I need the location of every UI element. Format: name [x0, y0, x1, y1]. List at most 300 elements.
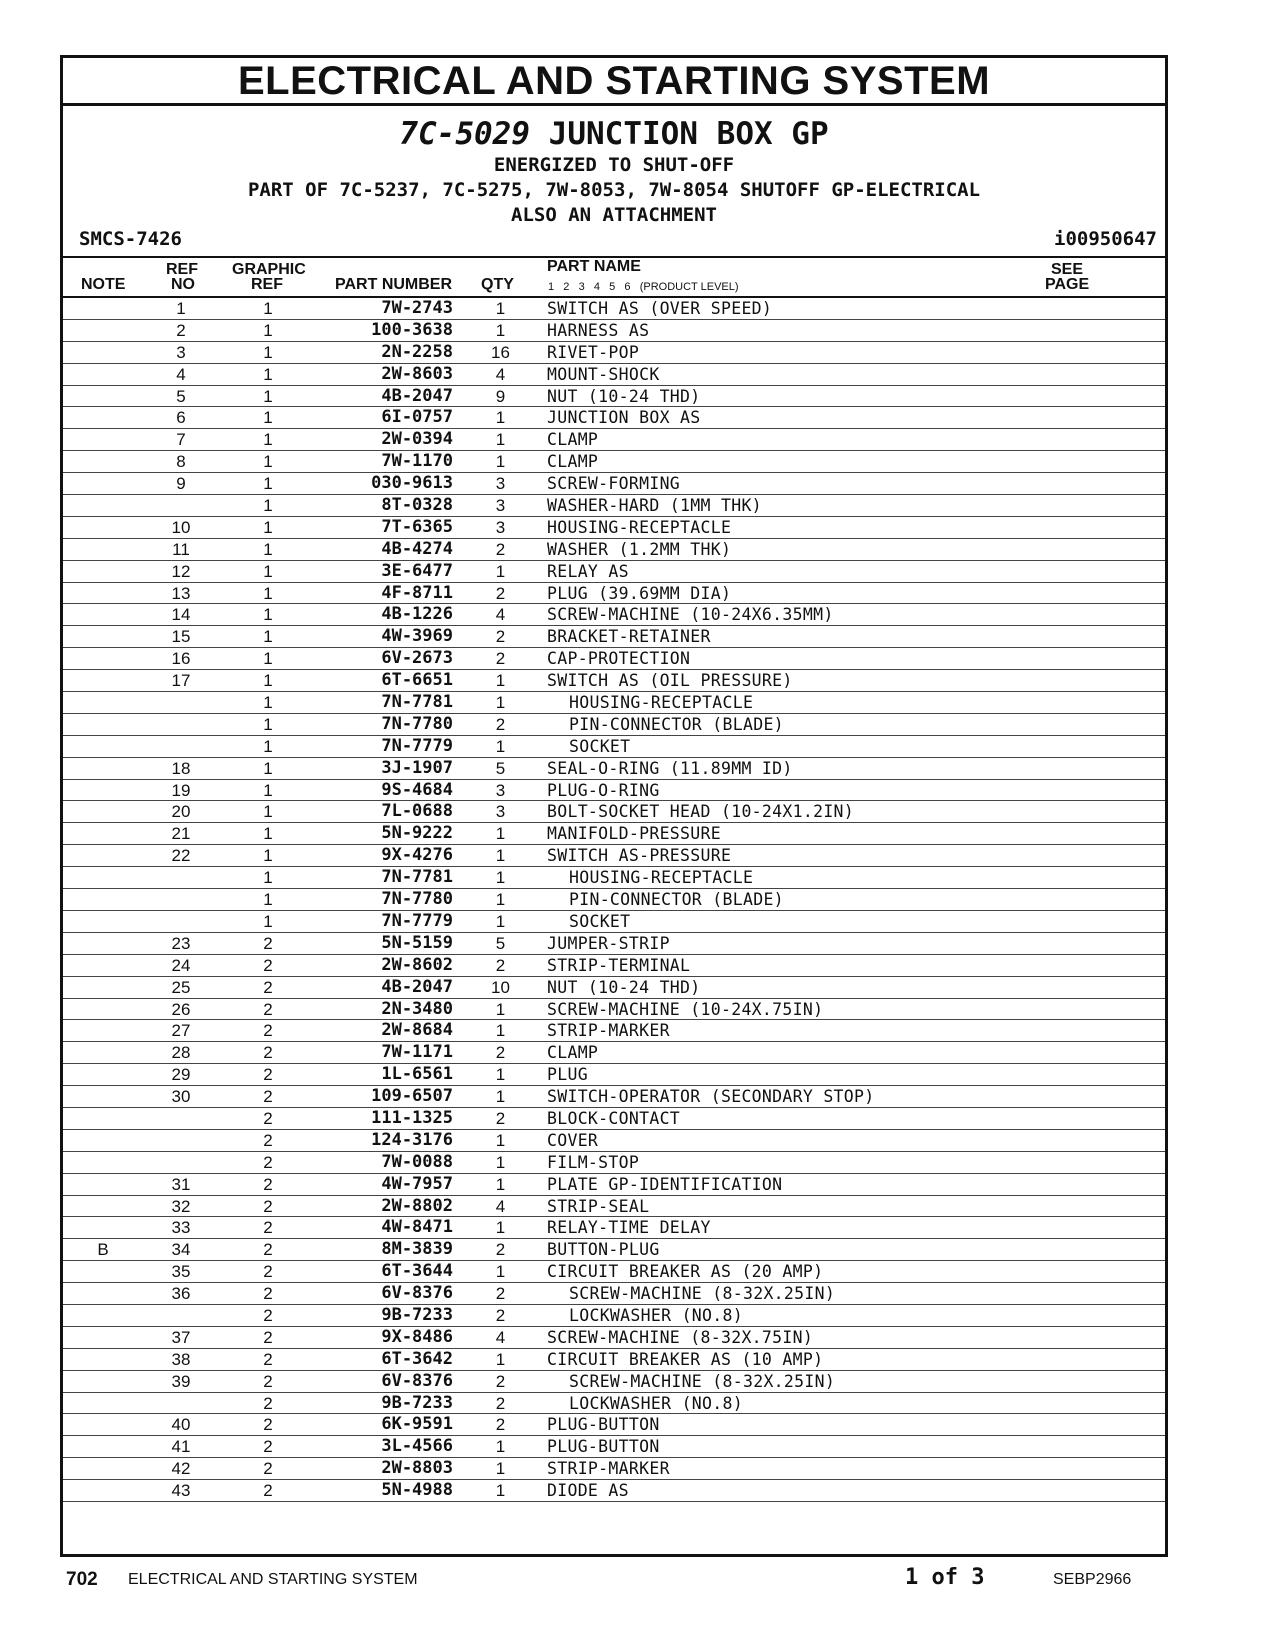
- part-number-cell: 7N-7779: [381, 910, 453, 931]
- qty-cell: 2: [495, 1415, 506, 1435]
- col-graphic-ref: REF: [251, 276, 283, 293]
- qty-cell: 1: [495, 452, 506, 472]
- part-name-cell: SOCKET: [569, 911, 631, 931]
- part-number-cell: 2N-3480: [381, 998, 453, 1019]
- qty-cell: 2: [495, 539, 506, 559]
- group-number: 7C-5029: [399, 116, 531, 152]
- part-number-cell: 8M-3839: [381, 1239, 453, 1260]
- ref-no-cell: 40: [171, 1415, 191, 1435]
- part-name-cell: SOCKET: [569, 736, 631, 756]
- part-number-cell: 9S-4684: [381, 779, 453, 800]
- ref-no-cell: 42: [171, 1459, 191, 1479]
- part-name-cell: PIN-CONNECTOR (BLADE): [569, 890, 784, 910]
- part-number-cell: 2W-8602: [381, 954, 453, 975]
- table-row: [63, 626, 1165, 648]
- ref-no-cell: 3: [176, 342, 186, 362]
- graphic-ref-cell: 1: [263, 868, 273, 888]
- group-title: [63, 116, 1165, 152]
- part-name-cell: STRIP-SEAL: [547, 1196, 650, 1216]
- table-row: [63, 1349, 1165, 1371]
- table-row: [63, 561, 1165, 583]
- part-number-cell: 4F-8711: [381, 582, 453, 603]
- graphic-ref-cell: 1: [263, 605, 273, 625]
- part-number-cell: 030-9613: [371, 473, 453, 494]
- part-name-cell: PIN-CONNECTOR (BLADE): [569, 714, 784, 734]
- part-name-cell: DIODE AS: [547, 1481, 629, 1501]
- qty-cell: 3: [495, 780, 506, 800]
- qty-cell: 9: [495, 386, 506, 406]
- graphic-ref-cell: 1: [263, 561, 273, 581]
- part-name-cell: SCREW-MACHINE (10-24X6.35MM): [547, 605, 834, 625]
- part-name-cell: WASHER (1.2MM THK): [547, 539, 732, 559]
- qty-cell: 5: [495, 758, 506, 778]
- smcs-code: SMCS-7426: [79, 228, 182, 250]
- table-row: [63, 320, 1165, 342]
- part-name-cell: JUMPER-STRIP: [547, 933, 670, 953]
- ref-no-cell: 16: [171, 649, 191, 669]
- part-name-cell: SCREW-MACHINE (10-24X.75IN): [547, 999, 824, 1019]
- graphic-ref-cell: 1: [263, 649, 273, 669]
- table-row: [63, 933, 1165, 955]
- table-row: [63, 1393, 1165, 1415]
- qty-cell: 1: [495, 736, 506, 756]
- graphic-ref-cell: 2: [263, 1065, 273, 1085]
- part-number-cell: 109-6507: [371, 1086, 453, 1107]
- col-product-level: 1 2 3 4 5 6 (PRODUCT LEVEL): [548, 281, 739, 293]
- part-name-cell: SWITCH AS (OVER SPEED): [547, 299, 773, 318]
- graphic-ref-cell: 1: [263, 430, 273, 450]
- table-row: [63, 670, 1165, 692]
- col-note: NOTE: [81, 276, 126, 293]
- part-name-cell: CIRCUIT BREAKER AS (10 AMP): [547, 1349, 824, 1369]
- ref-no-cell: 26: [171, 999, 191, 1019]
- qty-cell: 1: [495, 1262, 506, 1282]
- graphic-ref-cell: 1: [263, 583, 273, 603]
- table-row: [63, 298, 1165, 320]
- table-row: [63, 1174, 1165, 1196]
- graphic-ref-cell: 1: [263, 320, 273, 340]
- part-name-cell: HARNESS AS: [547, 320, 650, 340]
- graphic-ref-cell: 2: [263, 1481, 273, 1501]
- graphic-ref-cell: 1: [263, 299, 273, 318]
- ref-no-cell: 31: [171, 1174, 191, 1194]
- graphic-ref-cell: 2: [263, 1349, 273, 1369]
- graphic-ref-cell: 2: [263, 1021, 273, 1041]
- part-number-cell: 6K-9591: [381, 1414, 453, 1435]
- table-row: [63, 1196, 1165, 1218]
- page-of-count: 1 of 3: [905, 1565, 985, 1590]
- part-number-cell: 6V-8376: [381, 1283, 453, 1304]
- part-name-cell: MOUNT-SHOCK: [547, 364, 660, 384]
- qty-cell: 1: [495, 1459, 506, 1479]
- table-row: [63, 517, 1165, 539]
- table-row: [63, 583, 1165, 605]
- part-name-cell: SCREW-MACHINE (8-32X.75IN): [547, 1327, 814, 1347]
- part-number-cell: 7N-7780: [381, 713, 453, 734]
- ref-no-cell: 38: [171, 1349, 191, 1369]
- part-number-cell: 7W-2743: [381, 298, 453, 318]
- table-row: [63, 823, 1165, 845]
- graphic-ref-cell: 1: [263, 911, 273, 931]
- part-name-cell: BLOCK-CONTACT: [547, 1108, 681, 1128]
- part-number-cell: 5N-4988: [381, 1480, 453, 1501]
- col-graphic-ref: GRAPHIC: [232, 261, 306, 278]
- part-name-cell: PLUG (39.69MM DIA): [547, 583, 732, 603]
- ref-no-cell: 13: [171, 583, 191, 603]
- graphic-ref-cell: 2: [263, 1152, 273, 1172]
- table-row: [63, 1086, 1165, 1108]
- illustration-id: i00950647: [1054, 228, 1157, 250]
- qty-cell: 1: [495, 999, 506, 1019]
- qty-cell: 2: [495, 649, 506, 669]
- ref-no-cell: 10: [171, 517, 191, 537]
- graphic-ref-cell: 1: [263, 824, 273, 844]
- qty-cell: 4: [495, 1196, 506, 1216]
- part-name-cell: STRIP-MARKER: [547, 1459, 670, 1479]
- qty-cell: 1: [495, 693, 506, 713]
- table-row: [63, 758, 1165, 780]
- table-row: [63, 780, 1165, 802]
- part-number-cell: 3E-6477: [381, 560, 453, 581]
- graphic-ref-cell: 1: [263, 846, 273, 866]
- ref-no-cell: 18: [171, 758, 191, 778]
- part-number-cell: 1L-6561: [381, 1064, 453, 1085]
- qty-cell: 2: [495, 1043, 506, 1063]
- qty-cell: 2: [495, 583, 506, 603]
- qty-cell: 2: [495, 955, 506, 975]
- graphic-ref-cell: 2: [263, 955, 273, 975]
- part-number-cell: 7W-0088: [381, 1151, 453, 1172]
- footer-section-title: ELECTRICAL AND STARTING SYSTEM: [128, 1571, 418, 1588]
- part-name-cell: MANIFOLD-PRESSURE: [547, 824, 721, 844]
- graphic-ref-cell: 1: [263, 342, 273, 362]
- graphic-ref-cell: 2: [263, 1218, 273, 1238]
- ref-no-cell: 19: [171, 780, 191, 800]
- graphic-ref-cell: 1: [263, 496, 273, 516]
- table-row: [63, 342, 1165, 364]
- part-name-cell: SWITCH AS-PRESSURE: [547, 846, 732, 866]
- part-name-cell: CAP-PROTECTION: [547, 649, 691, 669]
- graphic-ref-cell: 1: [263, 627, 273, 647]
- qty-cell: 1: [495, 1218, 506, 1238]
- part-name-cell: RELAY AS: [547, 561, 629, 581]
- table-row: [63, 451, 1165, 473]
- table-row: [63, 999, 1165, 1021]
- ref-no-cell: 33: [171, 1218, 191, 1238]
- ref-no-cell: 35: [171, 1262, 191, 1282]
- part-name-cell: FILM-STOP: [547, 1152, 640, 1172]
- table-row: [63, 648, 1165, 670]
- parts-page-frame: [60, 55, 1168, 1557]
- graphic-ref-cell: 1: [263, 714, 273, 734]
- part-number-cell: 3J-1907: [381, 757, 453, 778]
- part-name-cell: SWITCH AS (OIL PRESSURE): [547, 671, 793, 691]
- table-row: [63, 801, 1165, 823]
- part-number-cell: 4W-7957: [381, 1173, 453, 1194]
- table-row: [63, 736, 1165, 758]
- graphic-ref-cell: 2: [263, 1087, 273, 1107]
- graphic-ref-cell: 2: [263, 1108, 273, 1128]
- part-name-cell: HOUSING-RECEPTACLE: [569, 693, 754, 713]
- col-ref-no: REF: [166, 261, 198, 278]
- part-number-cell: 4B-4274: [381, 538, 453, 559]
- table-row: [63, 1480, 1165, 1502]
- group-subtitle: PART OF 7C-5237, 7C-5275, 7W-8053, 7W-8054 SHUTOFF GP-ELECTRICAL: [247, 179, 981, 201]
- qty-cell: 1: [495, 1349, 506, 1369]
- ref-no-cell: 41: [171, 1437, 191, 1457]
- col-qty: QTY: [481, 276, 514, 293]
- part-number-cell: 4W-8471: [381, 1217, 453, 1238]
- part-number-cell: 5N-9222: [381, 823, 453, 844]
- graphic-ref-cell: 2: [263, 1174, 273, 1194]
- graphic-ref-cell: 1: [263, 539, 273, 559]
- part-number-cell: 8T-0328: [381, 495, 453, 516]
- part-name-cell: BOLT-SOCKET HEAD (10-24X1.2IN): [547, 802, 855, 822]
- col-part-name: PART NAME: [547, 258, 641, 275]
- group-name: JUNCTION BOX GP: [530, 116, 829, 152]
- part-name-cell: CLAMP: [547, 1043, 599, 1063]
- ref-no-cell: 4: [176, 364, 186, 384]
- graphic-ref-cell: 2: [263, 1196, 273, 1216]
- column-headers: [63, 258, 1165, 298]
- table-row: [63, 1108, 1165, 1130]
- graphic-ref-cell: 2: [263, 999, 273, 1019]
- part-number-cell: 4B-2047: [381, 385, 453, 406]
- part-number-cell: 6T-6651: [381, 670, 453, 691]
- group-subtitle: ALSO AN ATTACHMENT: [511, 204, 717, 226]
- ref-no-cell: 20: [171, 802, 191, 822]
- part-number-cell: 6V-2673: [381, 648, 453, 669]
- part-number-cell: 2W-8603: [381, 363, 453, 384]
- table-row: [63, 539, 1165, 561]
- part-name-cell: BRACKET-RETAINER: [547, 627, 711, 647]
- part-number-cell: 2W-8802: [381, 1195, 453, 1216]
- col-ref-no: NO: [171, 276, 195, 293]
- ref-no-cell: 25: [171, 977, 191, 997]
- part-name-cell: SCREW-MACHINE (8-32X.25IN): [569, 1284, 836, 1304]
- qty-cell: 1: [495, 911, 506, 931]
- qty-cell: 1: [495, 1021, 506, 1041]
- ref-no-cell: 39: [171, 1371, 191, 1391]
- part-number-cell: 2N-2258: [381, 341, 453, 362]
- part-number-cell: 9B-7233: [381, 1304, 453, 1325]
- table-row: [63, 364, 1165, 386]
- part-number-cell: 6I-0757: [381, 407, 453, 428]
- part-number-cell: 3L-4566: [381, 1436, 453, 1457]
- table-row: [63, 1130, 1165, 1152]
- ref-no-cell: 23: [171, 933, 191, 953]
- qty-cell: 4: [495, 605, 506, 625]
- graphic-ref-cell: 1: [263, 386, 273, 406]
- part-name-cell: CIRCUIT BREAKER AS (20 AMP): [547, 1262, 824, 1282]
- qty-cell: 1: [495, 320, 506, 340]
- table-row: [63, 911, 1165, 933]
- part-number-cell: 7L-0688: [381, 801, 453, 822]
- part-name-cell: WASHER-HARD (1MM THK): [547, 496, 762, 516]
- part-name-cell: LOCKWASHER (NO.8): [569, 1305, 743, 1325]
- part-name-cell: BUTTON-PLUG: [547, 1240, 660, 1260]
- part-name-cell: COVER: [547, 1130, 599, 1150]
- ref-no-cell: 9: [176, 474, 186, 494]
- graphic-ref-cell: 1: [263, 408, 273, 428]
- graphic-ref-cell: 2: [263, 1459, 273, 1479]
- qty-cell: 2: [495, 627, 506, 647]
- part-name-cell: NUT (10-24 THD): [547, 977, 701, 997]
- part-number-cell: 7T-6365: [381, 516, 453, 537]
- ref-no-cell: 5: [176, 386, 186, 406]
- qty-cell: 10: [491, 977, 510, 997]
- ref-no-cell: 43: [171, 1481, 191, 1501]
- table-row: [63, 386, 1165, 408]
- part-name-cell: PLATE GP-IDENTIFICATION: [547, 1174, 783, 1194]
- table-row: [63, 977, 1165, 999]
- qty-cell: 2: [495, 1371, 506, 1391]
- table-row: [63, 1217, 1165, 1239]
- part-number-cell: 6V-8376: [381, 1370, 453, 1391]
- graphic-ref-cell: 2: [263, 1415, 273, 1435]
- part-number-cell: 5N-5159: [381, 932, 453, 953]
- qty-cell: 2: [495, 1305, 506, 1325]
- part-number-cell: 9X-4276: [381, 845, 453, 866]
- graphic-ref-cell: 1: [263, 693, 273, 713]
- parts-table: [63, 298, 1165, 1502]
- table-row: [63, 889, 1165, 911]
- table-row: [63, 1414, 1165, 1436]
- qty-cell: 1: [495, 1481, 506, 1501]
- ref-no-cell: 2: [176, 320, 186, 340]
- qty-cell: 5: [495, 933, 506, 953]
- qty-cell: 1: [495, 1152, 506, 1172]
- graphic-ref-cell: 1: [263, 758, 273, 778]
- ref-no-cell: 21: [171, 824, 191, 844]
- part-number-cell: 100-3638: [371, 319, 453, 340]
- page-title: ELECTRICAL AND STARTING SYSTEM: [63, 58, 1165, 106]
- col-part-number: PART NUMBER: [335, 276, 453, 293]
- note-cell: B: [97, 1240, 109, 1260]
- ref-no-cell: 34: [171, 1240, 191, 1260]
- table-row: [63, 1458, 1165, 1480]
- graphic-ref-cell: 2: [263, 1305, 273, 1325]
- graphic-ref-cell: 1: [263, 802, 273, 822]
- part-number-cell: 4B-1226: [381, 604, 453, 625]
- table-row: [63, 1239, 1165, 1261]
- table-row: [63, 1305, 1165, 1327]
- table-row: [63, 1020, 1165, 1042]
- qty-cell: 2: [495, 1393, 506, 1413]
- part-number-cell: 4W-3969: [381, 626, 453, 647]
- ref-no-cell: 6: [176, 408, 186, 428]
- table-row: [63, 1042, 1165, 1064]
- part-name-cell: JUNCTION BOX AS: [547, 408, 701, 428]
- graphic-ref-cell: 1: [263, 671, 273, 691]
- ref-no-cell: 32: [171, 1196, 191, 1216]
- ref-no-cell: 7: [176, 430, 186, 450]
- part-name-cell: STRIP-MARKER: [547, 1021, 670, 1041]
- group-subtitle: ENERGIZED TO SHUT-OFF: [493, 154, 735, 176]
- qty-cell: 3: [495, 802, 506, 822]
- qty-cell: 2: [495, 1108, 506, 1128]
- part-number-cell: 4B-2047: [381, 976, 453, 997]
- part-name-cell: PLUG-BUTTON: [547, 1415, 660, 1435]
- part-number-cell: 2W-8803: [381, 1458, 453, 1479]
- part-name-cell: CLAMP: [547, 430, 599, 450]
- graphic-ref-cell: 1: [263, 736, 273, 756]
- part-name-cell: STRIP-TERMINAL: [547, 955, 691, 975]
- part-name-cell: HOUSING-RECEPTACLE: [547, 517, 732, 537]
- ref-no-cell: 36: [171, 1284, 191, 1304]
- graphic-ref-cell: 1: [263, 474, 273, 494]
- qty-cell: 1: [495, 299, 506, 318]
- graphic-ref-cell: 2: [263, 1130, 273, 1150]
- table-row: [63, 692, 1165, 714]
- qty-cell: 1: [495, 846, 506, 866]
- graphic-ref-cell: 2: [263, 1327, 273, 1347]
- part-number-cell: 7W-1170: [381, 451, 453, 472]
- qty-cell: 1: [495, 1174, 506, 1194]
- graphic-ref-cell: 2: [263, 1240, 273, 1260]
- qty-cell: 16: [491, 342, 510, 362]
- graphic-ref-cell: 1: [263, 452, 273, 472]
- part-name-cell: PLUG-O-RING: [547, 780, 660, 800]
- part-number-cell: 7N-7780: [381, 889, 453, 910]
- qty-cell: 3: [495, 517, 506, 537]
- table-row: [63, 714, 1165, 736]
- table-row: [63, 1283, 1165, 1305]
- qty-cell: 3: [495, 474, 506, 494]
- part-number-cell: 111-1325: [371, 1107, 453, 1128]
- table-row: [63, 495, 1165, 517]
- graphic-ref-cell: 2: [263, 1437, 273, 1457]
- ref-no-cell: 22: [171, 846, 191, 866]
- document-id: SEBP2966: [1053, 1571, 1132, 1588]
- qty-cell: 1: [495, 890, 506, 910]
- ref-no-cell: 14: [171, 605, 191, 625]
- part-name-cell: PLUG: [547, 1065, 588, 1085]
- ref-no-cell: 17: [171, 671, 191, 691]
- part-name-cell: SCREW-FORMING: [547, 474, 681, 494]
- graphic-ref-cell: 2: [263, 1043, 273, 1063]
- qty-cell: 4: [495, 364, 506, 384]
- ref-no-cell: 15: [171, 627, 191, 647]
- ref-no-cell: 12: [171, 561, 191, 581]
- table-row: [63, 867, 1165, 889]
- qty-cell: 1: [495, 561, 506, 581]
- col-see-page: PAGE: [1045, 276, 1090, 293]
- graphic-ref-cell: 1: [263, 780, 273, 800]
- graphic-ref-cell: 2: [263, 1371, 273, 1391]
- graphic-ref-cell: 2: [263, 933, 273, 953]
- part-name-cell: SWITCH-OPERATOR (SECONDARY STOP): [547, 1087, 875, 1107]
- qty-cell: 1: [495, 824, 506, 844]
- part-name-cell: PLUG-BUTTON: [547, 1437, 660, 1457]
- qty-cell: 1: [495, 671, 506, 691]
- part-number-cell: 7N-7779: [381, 735, 453, 756]
- qty-cell: 2: [495, 1284, 506, 1304]
- qty-cell: 3: [495, 496, 506, 516]
- ref-no-cell: 30: [171, 1087, 191, 1107]
- qty-cell: 1: [495, 1130, 506, 1150]
- table-row: [63, 845, 1165, 867]
- qty-cell: 1: [495, 868, 506, 888]
- ref-no-cell: 1: [176, 299, 186, 318]
- ref-no-cell: 11: [172, 539, 190, 559]
- table-row: [63, 955, 1165, 977]
- ref-no-cell: 28: [171, 1043, 191, 1063]
- qty-cell: 1: [495, 408, 506, 428]
- ref-no-cell: 24: [171, 955, 191, 975]
- table-row: [63, 604, 1165, 626]
- group-header: [63, 106, 1165, 258]
